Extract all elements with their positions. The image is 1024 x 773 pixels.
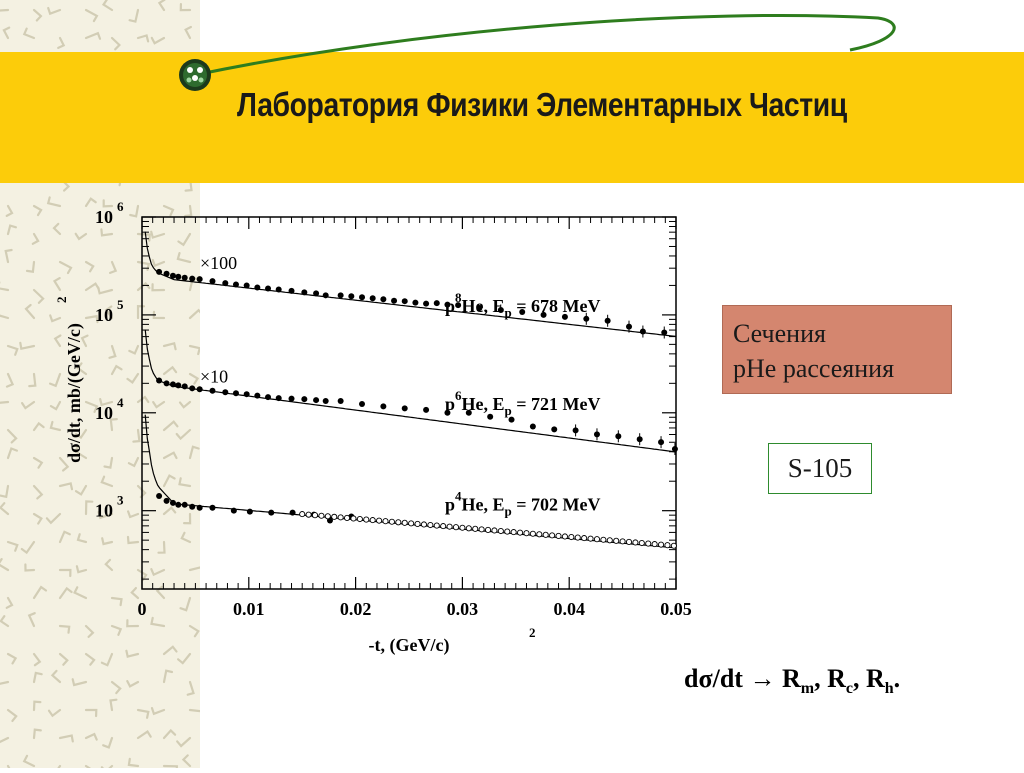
- data-point-open: [351, 516, 356, 521]
- data-point-open: [370, 518, 375, 523]
- data-point-open: [415, 521, 420, 526]
- data-point: [156, 269, 162, 275]
- data-point: [423, 407, 429, 413]
- data-point: [189, 385, 195, 391]
- sidebar-glyph: [60, 736, 73, 742]
- data-point: [615, 433, 621, 439]
- data-point-open: [376, 518, 381, 523]
- data-point: [402, 298, 408, 304]
- data-point: [380, 296, 386, 302]
- data-point-open: [402, 520, 407, 525]
- data-point-open: [357, 516, 362, 521]
- x-tick-label: 0: [137, 599, 147, 619]
- data-point-open: [511, 530, 516, 535]
- sidebar-glyph: [8, 430, 16, 442]
- data-point: [551, 426, 557, 432]
- series-label-part: = 721 MeV: [511, 393, 601, 414]
- x-tick-label: 0.01: [233, 599, 265, 619]
- data-point: [209, 388, 215, 394]
- data-point-open: [466, 526, 471, 531]
- sidebar-glyph: [111, 700, 117, 710]
- data-point: [175, 382, 181, 388]
- data-point-open: [453, 525, 458, 530]
- series-label-part: p: [504, 304, 512, 320]
- x-tick-label: 0.04: [553, 599, 585, 619]
- sidebar-glyph: [188, 682, 194, 695]
- sidebar-glyph: [6, 250, 12, 262]
- data-point: [182, 502, 188, 508]
- data-point-open: [498, 528, 503, 533]
- formula-text: [684, 664, 900, 698]
- x-axis-label-exp: 2: [529, 625, 536, 640]
- page-title: Лаборатория Физики Элементарных Частиц: [237, 86, 847, 123]
- formula-main: dσ/dt → R: [684, 664, 801, 693]
- sidebar-glyph: [0, 309, 8, 318]
- data-point-open: [646, 541, 651, 546]
- data-point: [313, 397, 319, 403]
- y-tick-exp: 4: [117, 394, 124, 410]
- sidebar-glyph: [8, 449, 17, 459]
- data-point: [254, 284, 260, 290]
- cross-section-chart: [50, 195, 700, 670]
- y-tick-base: 10: [95, 304, 113, 325]
- sidebar-glyph: [25, 565, 34, 571]
- data-point: [233, 390, 239, 396]
- formula-sep-1: , R: [814, 664, 846, 693]
- data-point: [222, 389, 228, 395]
- y-axis-label-exp: 2: [54, 296, 69, 303]
- data-point-open: [562, 534, 567, 539]
- label-line-2: pHe рассеяния: [733, 354, 895, 383]
- x-tick-label: 0.03: [446, 599, 479, 619]
- series-label-part: p: [504, 503, 512, 519]
- sidebar-glyph: [52, 671, 60, 682]
- series-label-part: 8: [455, 289, 462, 305]
- formula-sep-2: , R: [852, 664, 885, 693]
- sidebar-glyph: [34, 673, 42, 682]
- data-point-open: [473, 526, 478, 531]
- swoosh-curve: [195, 15, 894, 75]
- data-point-open: [441, 524, 446, 529]
- sidebar-glyph: [177, 738, 190, 746]
- sidebar-glyph: [7, 374, 13, 387]
- data-point-open: [601, 537, 606, 542]
- data-point-open: [447, 524, 452, 529]
- data-point: [170, 500, 176, 506]
- data-point-open: [364, 517, 369, 522]
- data-point-open: [524, 531, 529, 536]
- sidebar-glyph: [26, 305, 34, 318]
- data-point-open: [409, 521, 414, 526]
- data-point-open: [421, 522, 426, 527]
- data-point: [338, 292, 344, 298]
- sidebar-glyph: [34, 730, 41, 738]
- data-point: [672, 446, 678, 452]
- data-point: [661, 330, 667, 336]
- sidebar-glyph: [1, 616, 8, 626]
- data-point: [605, 318, 611, 324]
- data-point: [209, 278, 215, 284]
- data-point-open: [575, 535, 580, 540]
- data-point-open: [639, 540, 644, 545]
- data-point: [370, 295, 376, 301]
- sidebar-glyph: [27, 262, 34, 272]
- data-point: [658, 439, 664, 445]
- data-point: [338, 398, 344, 404]
- data-point-open: [620, 539, 625, 544]
- data-point-open: [665, 543, 670, 548]
- data-point: [156, 377, 162, 383]
- data-point-open: [325, 514, 330, 519]
- sidebar-glyph: [7, 206, 12, 216]
- data-point: [434, 300, 440, 306]
- series-label-part: = 678 MeV: [511, 295, 601, 316]
- data-point: [380, 403, 386, 409]
- data-point-open: [332, 514, 337, 519]
- data-point: [391, 298, 397, 304]
- data-point: [289, 288, 295, 294]
- data-point-open: [312, 513, 317, 518]
- sidebar-glyph: [8, 710, 16, 721]
- series-label-part: p: [445, 295, 456, 316]
- data-point: [402, 405, 408, 411]
- sidebar-glyph: [22, 402, 34, 408]
- data-point-open: [338, 515, 343, 520]
- sidebar-glyph: [127, 681, 138, 686]
- sidebar-glyph: [0, 738, 8, 744]
- data-point-open: [530, 531, 535, 536]
- data-point: [323, 292, 329, 298]
- sidebar-glyph: [24, 756, 34, 766]
- data-point: [182, 383, 188, 389]
- sidebar-glyph: [8, 654, 16, 663]
- data-point: [301, 289, 307, 295]
- data-point: [323, 398, 329, 404]
- data-point: [423, 301, 429, 307]
- data-point-open: [658, 542, 663, 547]
- data-point: [233, 282, 239, 288]
- data-point-open: [389, 519, 394, 524]
- data-point: [244, 283, 250, 289]
- sidebar-glyph: [138, 710, 148, 718]
- data-point-open: [582, 536, 587, 541]
- sidebar-glyph: [0, 486, 8, 497]
- sidebar-glyph: [8, 226, 16, 234]
- data-point-open: [537, 532, 542, 537]
- sidebar-glyph: [20, 343, 34, 349]
- x-tick-label: 0.02: [339, 599, 372, 619]
- data-point-open: [671, 543, 676, 548]
- data-point: [640, 329, 646, 335]
- y-tick-exp: 5: [117, 296, 124, 312]
- series-label-part: p: [445, 393, 456, 414]
- data-point: [197, 276, 203, 282]
- data-point-open: [614, 538, 619, 543]
- y-tick-base: 10: [95, 207, 113, 227]
- series-label: [445, 388, 600, 418]
- data-point: [301, 396, 307, 402]
- data-point: [197, 386, 203, 392]
- series-label-part: He, E: [461, 393, 505, 414]
- formula-sub-c: c: [845, 680, 853, 698]
- data-point-open: [594, 537, 599, 542]
- sidebar-glyph: [164, 731, 175, 739]
- data-point-open: [626, 539, 631, 544]
- sidebar-glyph: [190, 710, 200, 717]
- data-point: [265, 394, 271, 400]
- data-point-open: [383, 519, 388, 524]
- formula-end: .: [893, 664, 901, 693]
- atom-logo-icon: [179, 59, 211, 91]
- data-point: [156, 493, 162, 499]
- data-point: [359, 294, 365, 300]
- sidebar-glyph: [0, 397, 8, 403]
- data-point-open: [543, 532, 548, 537]
- data-point: [209, 505, 215, 511]
- sidebar-glyph: [22, 542, 34, 553]
- sidebar-glyph: [164, 671, 172, 682]
- sidebar-glyph: [8, 346, 17, 355]
- data-point: [583, 316, 589, 322]
- sidebar-glyph: [34, 486, 42, 498]
- data-point-open: [460, 525, 465, 530]
- data-point: [170, 381, 176, 387]
- sidebar-glyph: [0, 282, 8, 290]
- series-label-part: He, E: [461, 494, 505, 515]
- data-point-open: [396, 520, 401, 525]
- data-point: [265, 285, 271, 291]
- data-point-open: [556, 533, 561, 538]
- data-point: [594, 431, 600, 437]
- data-point-open: [306, 512, 311, 517]
- data-point: [313, 290, 319, 296]
- data-point: [231, 508, 237, 514]
- sidebar-glyph: [183, 755, 190, 766]
- data-point-open: [505, 529, 510, 534]
- data-point: [348, 293, 354, 299]
- data-point-open: [434, 523, 439, 528]
- data-point: [254, 393, 260, 399]
- sidebar-glyph: [138, 732, 151, 738]
- sidebar-glyph: [34, 206, 41, 215]
- slide-code-box: S-105: [768, 443, 872, 494]
- data-point: [222, 280, 228, 286]
- y-tick-base: 10: [95, 402, 113, 423]
- sidebar-glyph: [34, 654, 40, 665]
- sidebar-glyph: [34, 423, 44, 430]
- data-point-open: [588, 536, 593, 541]
- sidebar-glyph: [152, 708, 164, 714]
- sidebar-glyph: [33, 234, 38, 244]
- data-point-open: [428, 522, 433, 527]
- series-label-part: = 702 MeV: [511, 494, 601, 515]
- x-tick-label: 0.05: [660, 599, 692, 619]
- sidebar-glyph: [7, 598, 12, 608]
- data-point-open: [485, 527, 490, 532]
- sidebar-glyph: [34, 702, 40, 710]
- series-label-part: 6: [455, 387, 462, 403]
- data-point-open: [319, 513, 324, 518]
- sidebar-glyph: [34, 587, 46, 598]
- y-axis-label: dσ/dt, mb/(GeV/c): [64, 323, 84, 463]
- y-tick-base: 10: [95, 500, 113, 521]
- y-tick-exp: 3: [117, 492, 124, 508]
- data-point: [164, 498, 170, 504]
- data-point: [637, 436, 643, 442]
- sidebar-glyph: [29, 613, 35, 626]
- sidebar-glyph: [86, 734, 97, 740]
- data-point-open: [479, 527, 484, 532]
- series-label-part: He, E: [461, 295, 505, 316]
- data-point: [189, 504, 195, 510]
- scale-label: ×10: [200, 366, 229, 387]
- label-line-1: Сечения: [733, 319, 826, 348]
- data-point-open: [492, 528, 497, 533]
- data-point: [530, 423, 536, 429]
- sidebar-glyph: [103, 738, 112, 747]
- scale-label: ×100: [200, 252, 238, 273]
- data-point: [164, 380, 170, 386]
- data-point: [164, 271, 170, 277]
- series-label-part: p: [504, 402, 512, 418]
- data-point: [170, 273, 176, 279]
- data-point: [197, 505, 203, 511]
- sidebar-glyph: [0, 503, 8, 514]
- data-point-open: [633, 540, 638, 545]
- sidebar-glyph: [34, 514, 41, 524]
- data-point-open: [300, 512, 305, 517]
- data-point: [359, 401, 365, 407]
- data-point: [175, 502, 181, 508]
- section-label-box: [722, 305, 952, 394]
- data-point: [412, 300, 418, 306]
- data-point-open: [569, 534, 574, 539]
- data-point: [189, 276, 195, 282]
- series-label: [445, 489, 600, 519]
- sidebar-glyph: [34, 458, 42, 468]
- series-label-part: 4: [455, 488, 462, 504]
- sidebar-glyph: [129, 759, 138, 766]
- data-point: [290, 510, 296, 516]
- sidebar-glyph: [0, 678, 8, 684]
- sidebar-glyph: [73, 679, 86, 685]
- data-point: [244, 391, 250, 397]
- data-point: [276, 395, 282, 401]
- sidebar-glyph: [86, 710, 96, 716]
- data-point: [276, 286, 282, 292]
- y-tick-exp: 6: [117, 199, 124, 214]
- data-point-open: [607, 538, 612, 543]
- formula-sub-m: m: [800, 680, 815, 698]
- data-point: [175, 274, 181, 280]
- data-point: [182, 275, 188, 281]
- sidebar-glyph: [8, 542, 17, 551]
- data-point: [289, 396, 295, 402]
- data-point-open: [517, 530, 522, 535]
- series-label: [445, 290, 600, 320]
- data-point: [487, 414, 493, 420]
- data-point: [268, 510, 274, 516]
- series-label-part: p: [445, 494, 456, 515]
- sidebar-glyph: [29, 374, 35, 386]
- formula-sub-h: h: [884, 680, 894, 698]
- sidebar-glyph: [49, 710, 60, 716]
- data-point: [573, 427, 579, 433]
- data-point-open: [344, 515, 349, 520]
- data-point: [247, 509, 253, 515]
- data-point-open: [550, 533, 555, 538]
- x-axis-label: -t, (GeV/c): [368, 635, 450, 655]
- data-point: [626, 324, 632, 330]
- sidebar-glyph: [112, 682, 120, 693]
- data-point-open: [652, 542, 657, 547]
- sidebar-glyph: [34, 290, 43, 303]
- sidebar-glyph: [0, 559, 8, 570]
